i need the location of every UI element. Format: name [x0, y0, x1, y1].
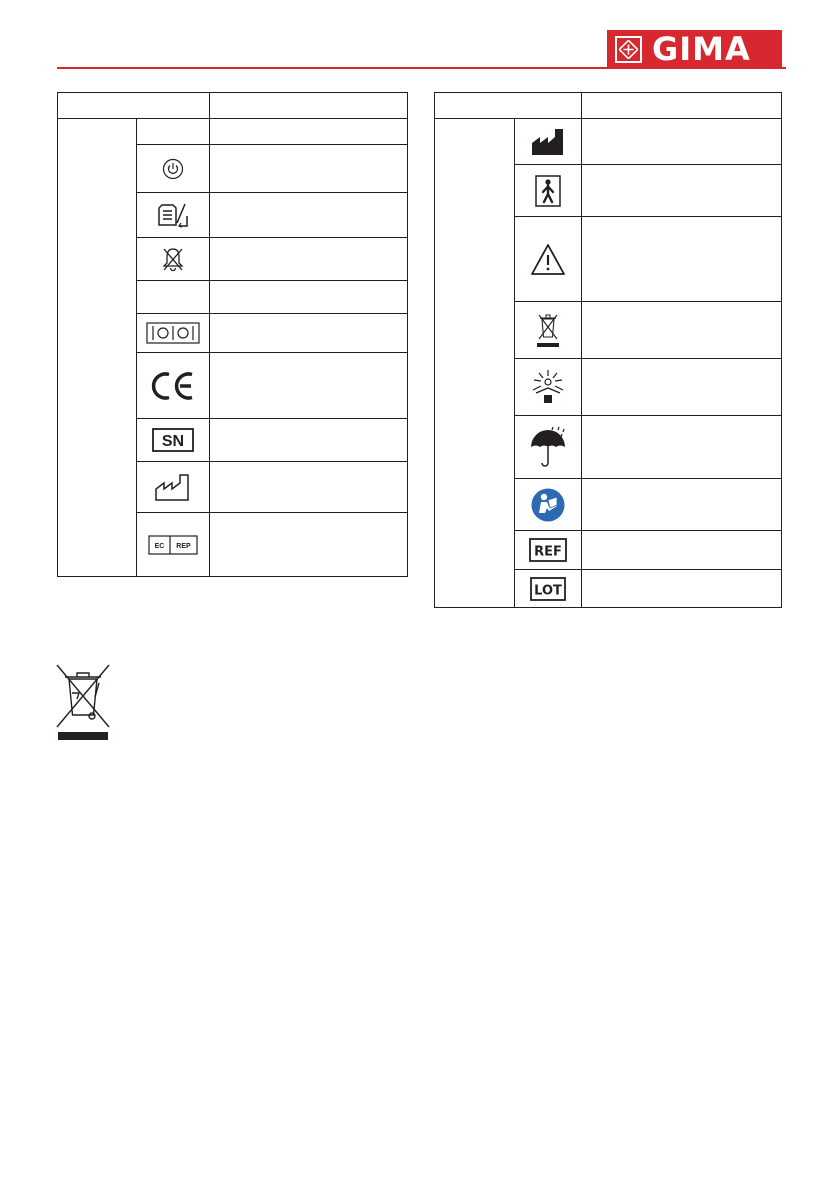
table-row: [58, 119, 408, 145]
keep-dry-icon: [528, 425, 568, 469]
type-bf-applied-part-icon: [535, 175, 561, 207]
description-cell: [210, 193, 408, 238]
description-cell: [582, 416, 782, 479]
table-header-row: [435, 93, 782, 119]
header-cell: [582, 93, 782, 119]
description-cell: [210, 281, 408, 314]
description-cell: [210, 513, 408, 577]
description-cell: [210, 145, 408, 193]
description-cell: [210, 314, 408, 353]
description-cell: [210, 462, 408, 513]
description-cell: [210, 238, 408, 281]
description-cell: [582, 302, 782, 359]
description-cell: [582, 570, 782, 608]
left-symbol-table: [57, 92, 408, 577]
description-cell: [582, 119, 782, 165]
group-cell: [435, 119, 515, 608]
serial-number-icon: [152, 428, 194, 452]
ec-rep-icon: [148, 535, 198, 555]
blank-symbol-cell: [137, 281, 210, 314]
header-cell: [435, 93, 582, 119]
weee-disposal-icon: [55, 663, 111, 741]
keep-away-from-sunlight-icon: [528, 368, 568, 406]
caution-icon: [530, 243, 566, 276]
table-row: [435, 119, 782, 165]
right-symbol-table: [434, 92, 782, 608]
group-cell: [58, 119, 137, 577]
ec-label: EC: [154, 542, 165, 550]
description-cell: [582, 531, 782, 570]
lot-label: LOT: [534, 583, 562, 598]
description-cell: [582, 217, 782, 302]
description-cell: [210, 419, 408, 462]
manufacture-date-icon: [154, 472, 192, 502]
read-instructions-icon: [531, 488, 565, 522]
alarm-silence-icon: [161, 245, 185, 273]
power-icon: [162, 158, 184, 180]
lot-icon: [530, 577, 566, 601]
header-cell: [58, 93, 210, 119]
weee-small-icon: [535, 311, 561, 349]
manufacturer-icon: [530, 127, 566, 157]
brand-badge-icon: [615, 36, 642, 63]
ce-mark-icon: [150, 371, 196, 401]
weee-disposal-section: [55, 663, 111, 746]
description-cell: [582, 479, 782, 531]
description-cell: [210, 353, 408, 419]
serial-number-label: SN: [161, 433, 185, 450]
battery-icon: [146, 322, 200, 344]
record-icon: [156, 201, 190, 229]
ref-label: REF: [534, 544, 562, 560]
rep-label: REP: [176, 542, 191, 550]
brand-name: GIMA: [652, 30, 751, 68]
description-cell: [582, 165, 782, 217]
header-cell: [210, 93, 408, 119]
brand-logo: [607, 30, 782, 68]
description-cell: [582, 359, 782, 416]
description-cell: [210, 119, 408, 145]
table-header-row: [58, 93, 408, 119]
reference-icon: [529, 538, 567, 562]
blank-symbol-cell: [137, 119, 210, 145]
